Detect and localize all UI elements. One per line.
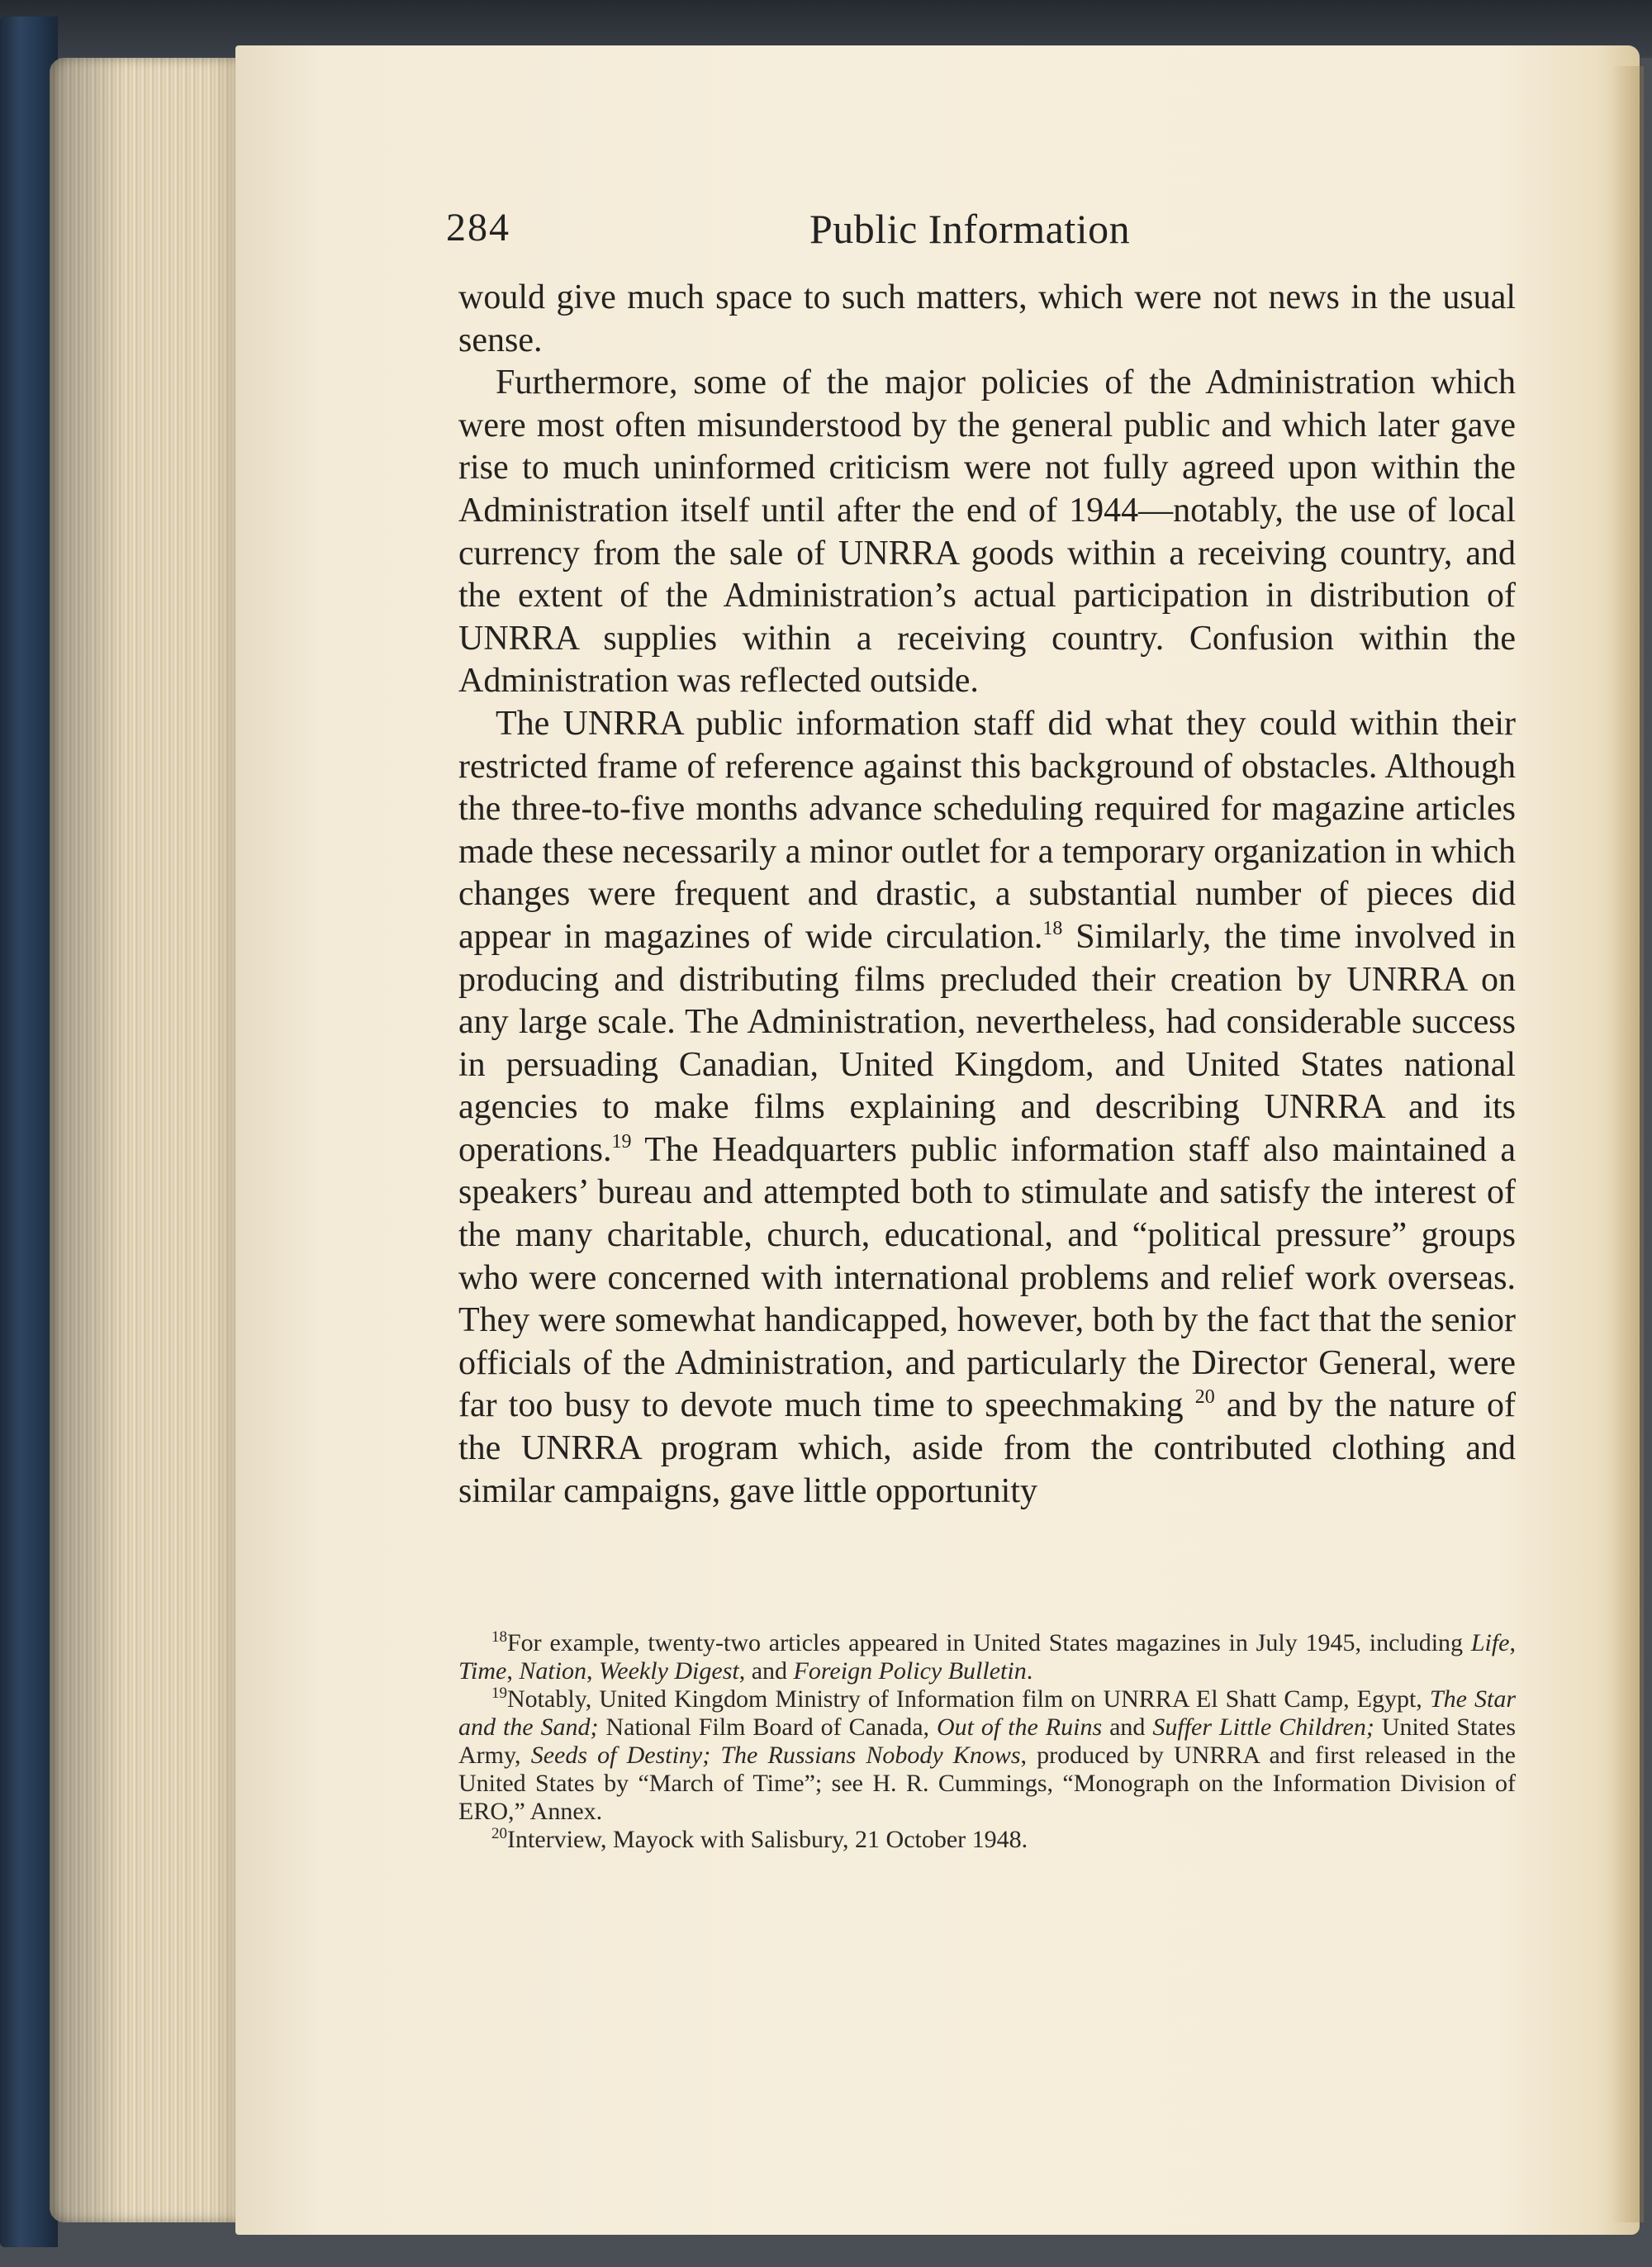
footnote-marker: 19 — [491, 1685, 507, 1702]
footnote-text: , — [506, 1657, 520, 1685]
italic-title: Life — [1470, 1629, 1510, 1656]
running-head — [446, 205, 1520, 263]
footnote-text: , — [1509, 1629, 1516, 1656]
footnote-ref-19: 19 — [611, 1130, 632, 1153]
footnote-text: United States Army, — [458, 1713, 1517, 1769]
paragraph-3-text-a: The UNRRA public information staff did what they could within their restricted frame of reference against this background of obstacles. Although the three-to-five months advance scheduling required for magazine articles made these necessarily a minor outlet for a temporary organization in which changes were frequent and drastic, a substantial number of pieces did appear in magazines of wide circulation. — [458, 704, 1516, 956]
footnote-text: and — [1102, 1713, 1153, 1741]
footnote-text: Interview, Mayock with Salisbury, 21 October 1948. — [507, 1826, 1028, 1853]
paragraph-3 — [458, 703, 1516, 1513]
footnote-text: , produced by UNRRA and first released in the United States by “March of Time”; see H. R. Cummings, “Monograph on the Information Division of ERO,” Annex. — [458, 1742, 1517, 1825]
footnotes — [458, 1629, 1516, 1854]
footnote-20 — [458, 1826, 1516, 1854]
italic-title: The Star and the Sand; — [458, 1685, 1516, 1741]
paragraph-2: Furthermore, some of the major policies of the Administration which were most often misunderstood by the general public and which later gave rise to much uninformed criticism were not fully agreed upon within the Administration itself until after the end of 1944—notably, the use of local currency from the sale of UNRRA goods within a receiving country, and the extent of the Administration’s actual participation in distribution of UNRRA supplies within a receiving country. Confusion within the Administration was reflected outside. — [458, 364, 1516, 701]
page-number: 284 — [446, 206, 510, 250]
italic-title: Out of the Ruins — [936, 1713, 1103, 1741]
footnote-text: . — [1026, 1657, 1033, 1685]
running-title: Public Information — [809, 206, 1131, 252]
footnote-ref-20: 20 — [1194, 1386, 1215, 1409]
body-text — [458, 277, 1516, 1513]
footnote-18 — [458, 1629, 1516, 1685]
paragraph-3-text-d: and by the nature of the UNRRA program which, aside from the contributed clothing and similar campaigns, gave little opportunity — [458, 1386, 1516, 1510]
footnote-19 — [458, 1685, 1516, 1826]
italic-title: Suffer Little Children; — [1152, 1713, 1374, 1741]
footnote-text: , and — [738, 1657, 794, 1685]
page-edges-shade — [50, 58, 240, 2222]
footnote-text: National Film Board of Canada, — [598, 1713, 937, 1741]
footnote-text: Notably, United Kingdom Ministry of Information film on UNRRA El Shatt Camp, Egypt, — [507, 1685, 1430, 1713]
italic-title: Seeds of Destiny; The Russians Nobody Knows — [530, 1742, 1021, 1769]
footnote-marker: 18 — [491, 1628, 507, 1646]
footnote-marker: 20 — [491, 1825, 507, 1842]
italic-title: Nation — [519, 1657, 587, 1685]
italic-title: Weekly Digest — [599, 1657, 739, 1685]
footnote-ref-18: 18 — [1042, 917, 1063, 939]
paragraph-3-text-b: Similarly, the time involved in producing and distributing films precluded their creation by UNRRA on any large scale. The Administration, nevertheless, had considerable success in persuading Canadian, United Kingdom, and United States national agencies to make films explaining and describing UNRRA and its operations. — [458, 917, 1516, 1169]
paragraph-3-text-c: The Headquarters public information staff also maintained a speakers’ bureau and attempted both to stimulate and satisfy the interest of the many charitable, church, educational, and “political pressure” groups who were concerned with international problems and relief work overseas. They were somewhat handicapped, however, both by the fact that the senior officials of the Administration, and particularly the Director General, were far too busy to devote much time to speechmaking — [458, 1130, 1516, 1425]
footnote-text: , — [586, 1657, 600, 1685]
italic-title: Foreign Policy Bulletin — [793, 1657, 1027, 1685]
page-right-edge — [1611, 66, 1644, 2222]
italic-title: Time — [458, 1657, 507, 1685]
paragraph-1: would give much space to such matters, which were not news in the usual sense. — [458, 278, 1516, 359]
footnote-text: For example, twenty-two articles appeared in United States magazines in July 1945, including — [507, 1629, 1471, 1656]
